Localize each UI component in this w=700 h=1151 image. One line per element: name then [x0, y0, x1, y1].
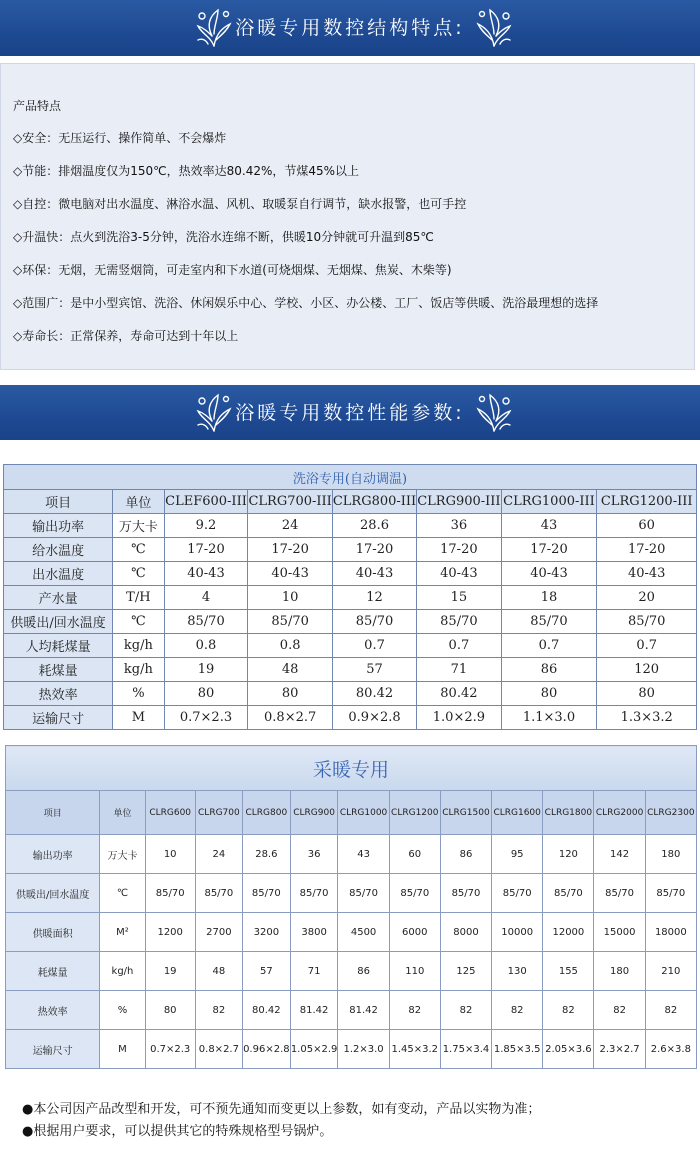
unit-cell: M [113, 706, 164, 730]
value-cell: 24 [195, 835, 242, 874]
section-title-features: 浴暖专用数控结构特点: [235, 17, 465, 39]
features-banner [0, 0, 700, 56]
row-label: 热效率 [6, 991, 100, 1030]
value-cell: 2.05×3.6 [543, 1030, 594, 1069]
value-cell: 1.45×3.2 [389, 1030, 440, 1069]
value-cell: 0.7 [501, 634, 597, 658]
feature-item-energy: ◇节能：排烟温度仅为150℃，热效率达80.42%，节煤45%以上 [13, 164, 360, 178]
column-header: 项目 [4, 490, 113, 514]
value-cell: 85/70 [338, 874, 389, 913]
row-label: 耗煤量 [6, 952, 100, 991]
table-row [6, 913, 697, 952]
unit-cell: 万大卡 [100, 835, 145, 874]
table-row [4, 610, 697, 634]
unit-cell: 万大卡 [113, 514, 164, 538]
value-cell: 3200 [242, 913, 290, 952]
table-row [4, 562, 697, 586]
value-cell: 36 [417, 514, 501, 538]
features-heading: 产品特点 [13, 99, 62, 113]
row-label: 供暖出/回水温度 [6, 874, 100, 913]
value-cell: 15 [417, 586, 501, 610]
value-cell: 12000 [543, 913, 594, 952]
feature-item-lifespan: ◇寿命长：正常保养，寿命可达到十年以上 [13, 329, 239, 343]
value-cell: 85/70 [242, 874, 290, 913]
row-label: 输出功率 [4, 514, 113, 538]
value-cell: 24 [248, 514, 332, 538]
value-cell: 18000 [645, 913, 696, 952]
column-header: CLRG1000-III [501, 490, 597, 514]
table-row [4, 682, 697, 706]
row-label: 输出功率 [6, 835, 100, 874]
unit-cell: kg/h [113, 658, 164, 682]
value-cell: 0.7 [597, 634, 697, 658]
row-label: 出水温度 [4, 562, 113, 586]
note-item: ●本公司因产品改型和开发，可不预先通知而变更以上参数，如有变动，产品以实物为准； [22, 1102, 541, 1117]
table-row [6, 952, 697, 991]
column-header: CLEF600-III [164, 490, 248, 514]
unit-cell: kg/h [100, 952, 145, 991]
value-cell: 40-43 [332, 562, 416, 586]
value-cell: 80 [248, 682, 332, 706]
value-cell: 85/70 [594, 874, 645, 913]
feature-item-safety: ◇安全：无压运行、操作简单、不会爆炸 [13, 131, 227, 145]
value-cell: 17-20 [164, 538, 248, 562]
feature-item-heating: ◇升温快：点火到洗浴3-5分钟，洗浴水连绵不断，供暖10分钟就可升温到85℃ [13, 230, 434, 244]
value-cell: 28.6 [242, 835, 290, 874]
unit-cell: M² [100, 913, 145, 952]
value-cell: 57 [242, 952, 290, 991]
value-cell: 85/70 [164, 610, 248, 634]
value-cell: 80.42 [417, 682, 501, 706]
value-cell: 80 [501, 682, 597, 706]
value-cell: 85/70 [248, 610, 332, 634]
value-cell: 86 [440, 835, 491, 874]
value-cell: 0.8×2.7 [248, 706, 332, 730]
value-cell: 0.7×2.3 [164, 706, 248, 730]
value-cell: 40-43 [501, 562, 597, 586]
value-cell: 18 [501, 586, 597, 610]
heating-spec-table [5, 745, 697, 1069]
value-cell: 86 [338, 952, 389, 991]
value-cell: 85/70 [597, 610, 697, 634]
value-cell: 48 [248, 658, 332, 682]
value-cell: 82 [594, 991, 645, 1030]
column-header: CLRG1200 [389, 791, 440, 835]
row-label: 耗煤量 [4, 658, 113, 682]
section-title-params: 浴暖专用数控性能参数: [235, 402, 465, 424]
value-cell: 85/70 [501, 610, 597, 634]
value-cell: 80 [597, 682, 697, 706]
value-cell: 0.7 [332, 634, 416, 658]
column-header: CLRG900-III [417, 490, 501, 514]
value-cell: 17-20 [501, 538, 597, 562]
wash-spec-table [3, 464, 697, 730]
value-cell: 85/70 [543, 874, 594, 913]
value-cell: 1.85×3.5 [492, 1030, 543, 1069]
value-cell: 1.2×3.0 [338, 1030, 389, 1069]
unit-cell: % [100, 991, 145, 1030]
value-cell: 180 [594, 952, 645, 991]
value-cell: 2700 [195, 913, 242, 952]
table-row [4, 586, 697, 610]
value-cell: 0.8 [164, 634, 248, 658]
value-cell: 0.8 [248, 634, 332, 658]
row-label: 运输尺寸 [6, 1030, 100, 1069]
column-header: 项目 [6, 791, 100, 835]
column-header: CLRG1000 [338, 791, 389, 835]
value-cell: 155 [543, 952, 594, 991]
value-cell: 43 [501, 514, 597, 538]
value-cell: 82 [645, 991, 696, 1030]
value-cell: 210 [645, 952, 696, 991]
unit-cell: ℃ [113, 610, 164, 634]
row-label: 给水温度 [4, 538, 113, 562]
value-cell: 71 [417, 658, 501, 682]
row-label: 产水量 [4, 586, 113, 610]
value-cell: 81.42 [290, 991, 338, 1030]
value-cell: 60 [389, 835, 440, 874]
value-cell: 0.7 [417, 634, 501, 658]
table-row [6, 874, 697, 913]
value-cell: 82 [440, 991, 491, 1030]
table-caption: 采暖专用 [6, 746, 697, 791]
value-cell: 12 [332, 586, 416, 610]
value-cell: 1.05×2.9 [290, 1030, 338, 1069]
column-header: CLRG800-III [332, 490, 416, 514]
table-row [4, 658, 697, 682]
value-cell: 80.42 [332, 682, 416, 706]
unit-cell: ℃ [113, 562, 164, 586]
value-cell: 120 [597, 658, 697, 682]
column-header: CLRG1200-III [597, 490, 697, 514]
column-header: CLRG1800 [543, 791, 594, 835]
value-cell: 10 [145, 835, 195, 874]
value-cell: 85/70 [389, 874, 440, 913]
value-cell: 17-20 [417, 538, 501, 562]
row-label: 人均耗煤量 [4, 634, 113, 658]
value-cell: 1.75×3.4 [440, 1030, 491, 1069]
feature-item-environment: ◇环保：无烟，无需竖烟筒，可走室内和下水道(可烧烟煤、无烟煤、焦炭、木柴等) [13, 263, 452, 277]
value-cell: 180 [645, 835, 696, 874]
value-cell: 1.1×3.0 [501, 706, 597, 730]
value-cell: 3800 [290, 913, 338, 952]
feature-item-control: ◇自控：微电脑对出水温度、淋浴水温、风机、取暖泵自行调节，缺水报警，也可手控 [13, 197, 467, 211]
value-cell: 80.42 [242, 991, 290, 1030]
value-cell: 17-20 [332, 538, 416, 562]
column-header: CLRG800 [242, 791, 290, 835]
value-cell: 4 [164, 586, 248, 610]
value-cell: 36 [290, 835, 338, 874]
floral-ornament-icon [472, 6, 516, 50]
value-cell: 40-43 [164, 562, 248, 586]
value-cell: 120 [543, 835, 594, 874]
column-header: CLRG600 [145, 791, 195, 835]
value-cell: 4500 [338, 913, 389, 952]
value-cell: 85/70 [195, 874, 242, 913]
table-row [4, 514, 697, 538]
value-cell: 48 [195, 952, 242, 991]
table-row [6, 835, 697, 874]
value-cell: 142 [594, 835, 645, 874]
feature-item-range: ◇范围广：是中小型宾馆、洗浴、休闲娱乐中心、学校、小区、办公楼、工厂、饭店等供暖、洗浴最理想的选择 [13, 296, 599, 310]
table-row [4, 538, 697, 562]
value-cell: 85/70 [492, 874, 543, 913]
value-cell: 9.2 [164, 514, 248, 538]
value-cell: 17-20 [597, 538, 697, 562]
params-banner [0, 385, 700, 440]
value-cell: 86 [501, 658, 597, 682]
floral-ornament-icon [472, 391, 516, 435]
unit-cell: T/H [113, 586, 164, 610]
value-cell: 85/70 [332, 610, 416, 634]
notes [22, 1098, 540, 1142]
column-header: CLRG700 [195, 791, 242, 835]
note-item: ●根据用户要求，可以提供其它的特殊规格型号锅炉。 [22, 1124, 333, 1139]
column-header: CLRG1500 [440, 791, 491, 835]
value-cell: 8000 [440, 913, 491, 952]
value-cell: 60 [597, 514, 697, 538]
value-cell: 80 [164, 682, 248, 706]
value-cell: 71 [290, 952, 338, 991]
value-cell: 85/70 [417, 610, 501, 634]
value-cell: 1.3×3.2 [597, 706, 697, 730]
value-cell: 0.96×2.8 [242, 1030, 290, 1069]
value-cell: 1200 [145, 913, 195, 952]
value-cell: 85/70 [440, 874, 491, 913]
value-cell: 40-43 [248, 562, 332, 586]
value-cell: 85/70 [290, 874, 338, 913]
value-cell: 110 [389, 952, 440, 991]
value-cell: 95 [492, 835, 543, 874]
column-header: CLRG1600 [492, 791, 543, 835]
features-panel [0, 63, 695, 370]
value-cell: 82 [543, 991, 594, 1030]
row-label: 运输尺寸 [4, 706, 113, 730]
unit-cell: % [113, 682, 164, 706]
row-label: 热效率 [4, 682, 113, 706]
value-cell: 0.9×2.8 [332, 706, 416, 730]
value-cell: 40-43 [597, 562, 697, 586]
value-cell: 10000 [492, 913, 543, 952]
value-cell: 40-43 [417, 562, 501, 586]
value-cell: 0.7×2.3 [145, 1030, 195, 1069]
row-label: 供暖面积 [6, 913, 100, 952]
value-cell: 15000 [594, 913, 645, 952]
value-cell: 85/70 [145, 874, 195, 913]
unit-cell: M [100, 1030, 145, 1069]
unit-cell: ℃ [113, 538, 164, 562]
column-header: 单位 [113, 490, 164, 514]
column-header: CLRG2000 [594, 791, 645, 835]
unit-cell: ℃ [100, 874, 145, 913]
value-cell: 28.6 [332, 514, 416, 538]
value-cell: 82 [389, 991, 440, 1030]
table-row [6, 991, 697, 1030]
value-cell: 2.6×3.8 [645, 1030, 696, 1069]
column-header: 单位 [100, 791, 145, 835]
value-cell: 82 [195, 991, 242, 1030]
table-row [4, 706, 697, 730]
value-cell: 85/70 [645, 874, 696, 913]
value-cell: 2.3×2.7 [594, 1030, 645, 1069]
column-header: CLRG700-III [248, 490, 332, 514]
value-cell: 19 [145, 952, 195, 991]
value-cell: 19 [164, 658, 248, 682]
value-cell: 1.0×2.9 [417, 706, 501, 730]
value-cell: 57 [332, 658, 416, 682]
value-cell: 80 [145, 991, 195, 1030]
table-row [6, 1030, 697, 1069]
value-cell: 20 [597, 586, 697, 610]
value-cell: 82 [492, 991, 543, 1030]
unit-cell: kg/h [113, 634, 164, 658]
value-cell: 10 [248, 586, 332, 610]
value-cell: 43 [338, 835, 389, 874]
value-cell: 6000 [389, 913, 440, 952]
column-header: CLRG2300 [645, 791, 696, 835]
value-cell: 0.8×2.7 [195, 1030, 242, 1069]
column-header: CLRG900 [290, 791, 338, 835]
value-cell: 17-20 [248, 538, 332, 562]
row-label: 供暖出/回水温度 [4, 610, 113, 634]
value-cell: 125 [440, 952, 491, 991]
table-row [4, 634, 697, 658]
value-cell: 81.42 [338, 991, 389, 1030]
value-cell: 130 [492, 952, 543, 991]
table-caption: 洗浴专用(自动调温) [4, 465, 697, 490]
